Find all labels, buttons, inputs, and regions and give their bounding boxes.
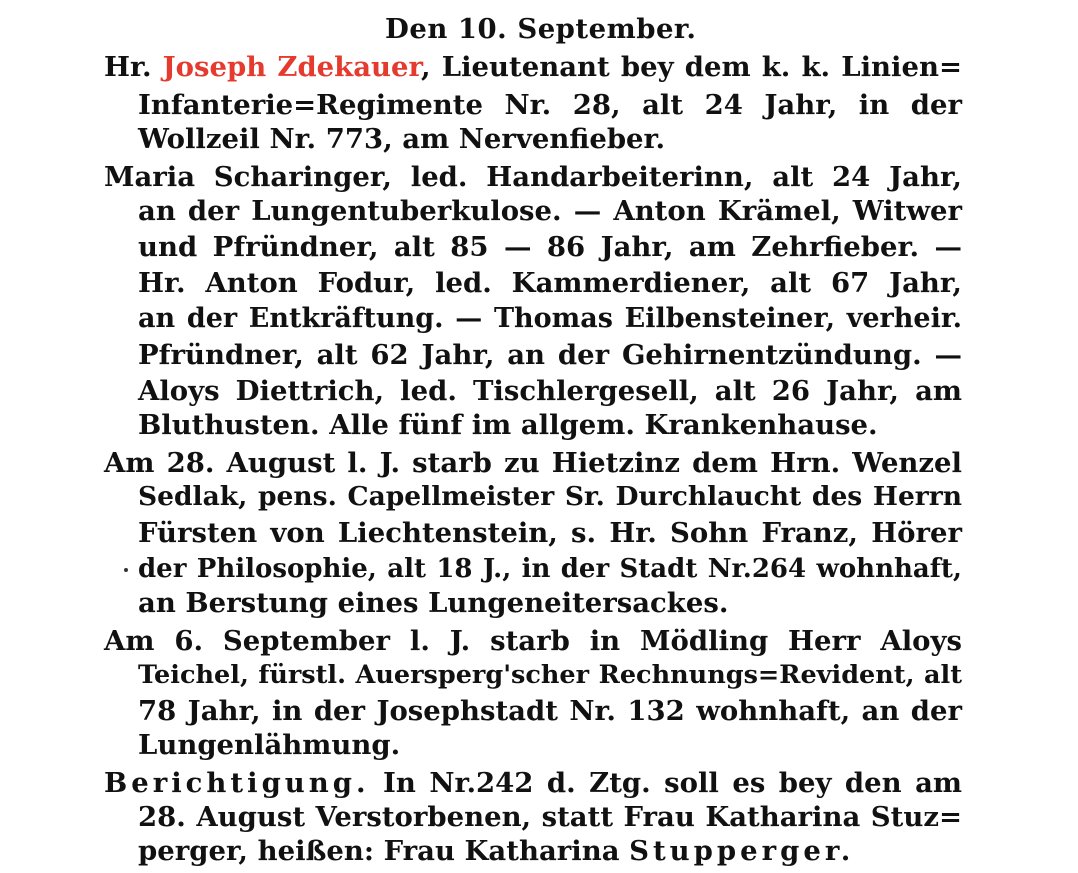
entry-4-line-2: Teichel, fürstl. Auersperg'scher Rechnungs=Revident, alt (138, 660, 962, 690)
entry-1-line-3: Wollzeil Nr. 773, am Nervenfieber. (138, 123, 666, 155)
entry-3-line-1: Am 28. August l. J. starb zu Hietzinz dem Hrn. Wenzel (104, 447, 962, 479)
entry-5-line-1-rest: In Nr.242 d. Ztg. soll es bey den am (369, 767, 962, 799)
entry-2-line-6: Pfründner, alt 62 Jahr, an der Gehirnentzündung. — (138, 339, 962, 371)
corrected-name: Stupperger. (629, 835, 855, 867)
entry-5-line-1 (104, 766, 962, 800)
entry-5-line-3-start: perger, heißen: Frau Katharina (138, 835, 630, 867)
entry-1-line-2: Infanterie=Regimente Nr. 28, alt 24 Jahr, in der (138, 89, 962, 121)
heading-line (385, 12, 696, 46)
entry-2-line-5: an der Entkräftung. — Thomas Eilbensteiner, verheir. (138, 303, 962, 334)
stray-dot (124, 568, 128, 572)
entry-5-line-3 (138, 834, 854, 868)
entry-3-line-4: der Philosophie, alt 18 J., in der Stadt Nr.264 wohnhaft, (138, 554, 962, 584)
entry-2-line-8: Bluthusten. Alle fünf im allgem. Krankenhause. (138, 409, 878, 441)
entry-2-line-1: Maria Scharinger, led. Handarbeiterinn, alt 24 Jahr, (104, 161, 962, 193)
entry-4-line-4: Lungenlähmung. (138, 729, 401, 761)
entry-2-line-4: Hr. Anton Fodur, led. Kammerdiener, alt 67 Jahr, (138, 267, 962, 299)
entry-2-line-2: an der Lungentuberkulose. — Anton Krämel, Witwer (138, 195, 962, 227)
entry-5-line-2: 28. August Verstorbenen, statt Frau Katharina Stuz= (138, 801, 962, 833)
entry-3-line-3: Fürsten von Liechtenstein, s. Hr. Sohn Franz, Hörer (138, 517, 962, 549)
entry-1-title: Hr. (104, 51, 163, 83)
date-heading: Den 10. September. (385, 13, 697, 45)
entry-3-line-5: an Berstung eines Lungeneitersackes. (138, 587, 729, 619)
entry-2-line-3: und Pfründner, alt 85 — 86 Jahr, am Zehrfieber. — (138, 231, 962, 263)
entry-1-line-1 (104, 50, 962, 84)
entry-4-line-3: 78 Jahr, in der Josephstadt Nr. 132 wohnhaft, an der (138, 695, 962, 727)
entry-3-line-2: Sedlak, pens. Capellmeister Sr. Durchlaucht des Herrn (138, 481, 962, 512)
entry-1-line-1-rest: , Lieutenant bey dem k. k. Linien= (421, 51, 962, 83)
correction-label: Berichtigung. (104, 767, 370, 799)
highlighted-name: Joseph Zdekauer (162, 51, 422, 83)
entry-2-line-7: Aloys Diettrich, led. Tischlergesell, alt 26 Jahr, am (138, 375, 962, 407)
entry-4-line-1: Am 6. September l. J. starb in Mödling Herr Aloys (104, 625, 962, 657)
